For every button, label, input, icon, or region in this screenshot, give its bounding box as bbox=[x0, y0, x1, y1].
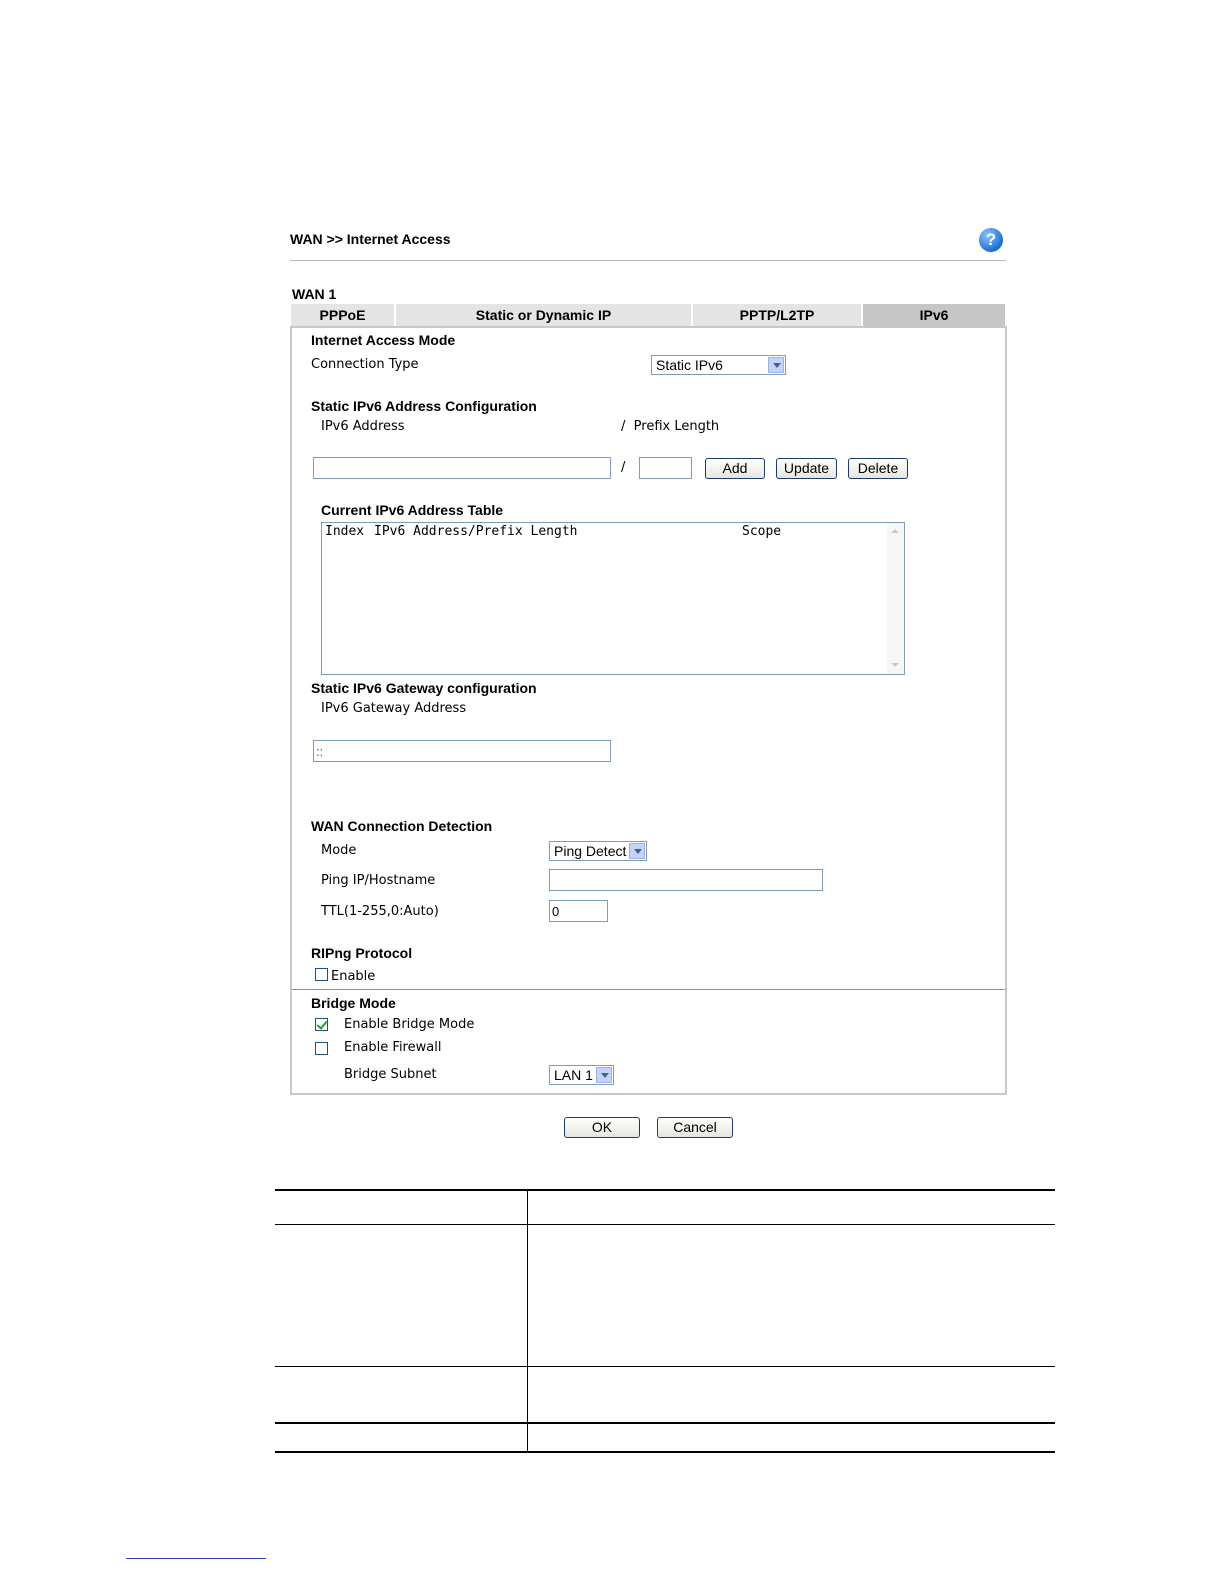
gateway-heading: Static IPv6 Gateway configuration bbox=[311, 680, 537, 696]
detection-mode-label: Mode bbox=[321, 843, 357, 858]
chevron-down-icon bbox=[629, 843, 645, 859]
col-index-header: Index bbox=[325, 524, 365, 539]
doc-table-row-rule bbox=[275, 1422, 1055, 1424]
enable-bridge-label: Enable Bridge Mode bbox=[344, 1017, 475, 1032]
add-button[interactable]: Add bbox=[705, 458, 765, 479]
static-config-heading: Static IPv6 Address Configuration bbox=[311, 398, 537, 414]
bridge-subnet-label: Bridge Subnet bbox=[344, 1067, 437, 1082]
gateway-address-input[interactable] bbox=[313, 740, 611, 762]
tab-pptp-l2tp[interactable]: PPTP/L2TP bbox=[693, 304, 863, 326]
page-title: WAN >> Internet Access bbox=[290, 231, 451, 247]
cancel-button[interactable]: Cancel bbox=[657, 1117, 733, 1138]
delete-button[interactable]: Delete bbox=[848, 458, 908, 479]
ripng-enable-checkbox[interactable] bbox=[315, 968, 328, 981]
tab-bar bbox=[291, 304, 1005, 326]
access-mode-heading: Internet Access Mode bbox=[311, 332, 456, 348]
listbox-scrollbar[interactable] bbox=[887, 523, 904, 674]
chevron-down-icon bbox=[596, 1067, 612, 1083]
panel-divider bbox=[292, 989, 1005, 990]
detection-mode-select[interactable] bbox=[549, 841, 647, 861]
ttl-input[interactable] bbox=[549, 900, 608, 922]
doc-table-header-rule bbox=[275, 1224, 1055, 1225]
gateway-address-label: IPv6 Gateway Address bbox=[321, 701, 467, 716]
ok-button[interactable]: OK bbox=[564, 1117, 640, 1138]
bridge-subnet-select[interactable] bbox=[549, 1065, 614, 1085]
update-button[interactable]: Update bbox=[776, 458, 837, 479]
enable-firewall-checkbox[interactable] bbox=[315, 1042, 328, 1055]
tab-pppoe[interactable]: PPPoE bbox=[291, 304, 396, 326]
ipv6-address-label: IPv6 Address bbox=[321, 419, 405, 434]
connection-type-label: Connection Type bbox=[311, 357, 419, 372]
doc-table-row-rule bbox=[275, 1366, 1055, 1367]
scroll-down-icon[interactable] bbox=[888, 658, 903, 673]
col-scope-header: Scope bbox=[742, 524, 782, 539]
enable-firewall-label: Enable Firewall bbox=[344, 1040, 442, 1055]
ping-host-input[interactable] bbox=[549, 869, 823, 891]
address-table-heading: Current IPv6 Address Table bbox=[321, 502, 504, 518]
tab-static-dynamic-ip[interactable]: Static or Dynamic IP bbox=[396, 304, 693, 326]
detection-heading: WAN Connection Detection bbox=[311, 818, 493, 834]
ping-host-label: Ping IP/Hostname bbox=[321, 873, 436, 888]
bridge-subnet-value: LAN 1 bbox=[554, 1067, 593, 1083]
header-divider bbox=[290, 260, 1006, 261]
doc-table-bottom-rule bbox=[275, 1451, 1055, 1453]
detection-mode-value: Ping Detect bbox=[554, 843, 627, 859]
enable-bridge-checkbox[interactable] bbox=[315, 1018, 328, 1031]
doc-table-top-rule bbox=[275, 1189, 1055, 1191]
connection-type-value: Static IPv6 bbox=[656, 357, 723, 373]
chevron-down-icon bbox=[768, 357, 784, 373]
prefix-length-label: / Prefix Length bbox=[621, 419, 720, 434]
doc-table-column-divider bbox=[527, 1190, 528, 1452]
connection-type-select[interactable] bbox=[651, 355, 786, 375]
tab-ipv6[interactable]: IPv6 bbox=[863, 304, 1005, 326]
ttl-label: TTL(1-255,0:Auto) bbox=[321, 904, 439, 919]
wan-section-label: WAN 1 bbox=[292, 286, 337, 302]
help-icon[interactable]: ? bbox=[979, 228, 1003, 252]
prefix-length-input[interactable] bbox=[639, 457, 692, 479]
ipv6-address-input[interactable] bbox=[313, 457, 611, 479]
scroll-up-icon[interactable] bbox=[888, 524, 903, 539]
address-table-listbox[interactable] bbox=[321, 522, 905, 675]
bridge-heading: Bridge Mode bbox=[311, 995, 396, 1011]
footer-link-underline[interactable] bbox=[126, 1558, 266, 1559]
prefix-slash: / bbox=[621, 460, 626, 475]
ripng-heading: RIPng Protocol bbox=[311, 945, 413, 961]
col-address-header: IPv6 Address/Prefix Length bbox=[374, 524, 578, 539]
ripng-enable-label: Enable bbox=[331, 969, 376, 984]
